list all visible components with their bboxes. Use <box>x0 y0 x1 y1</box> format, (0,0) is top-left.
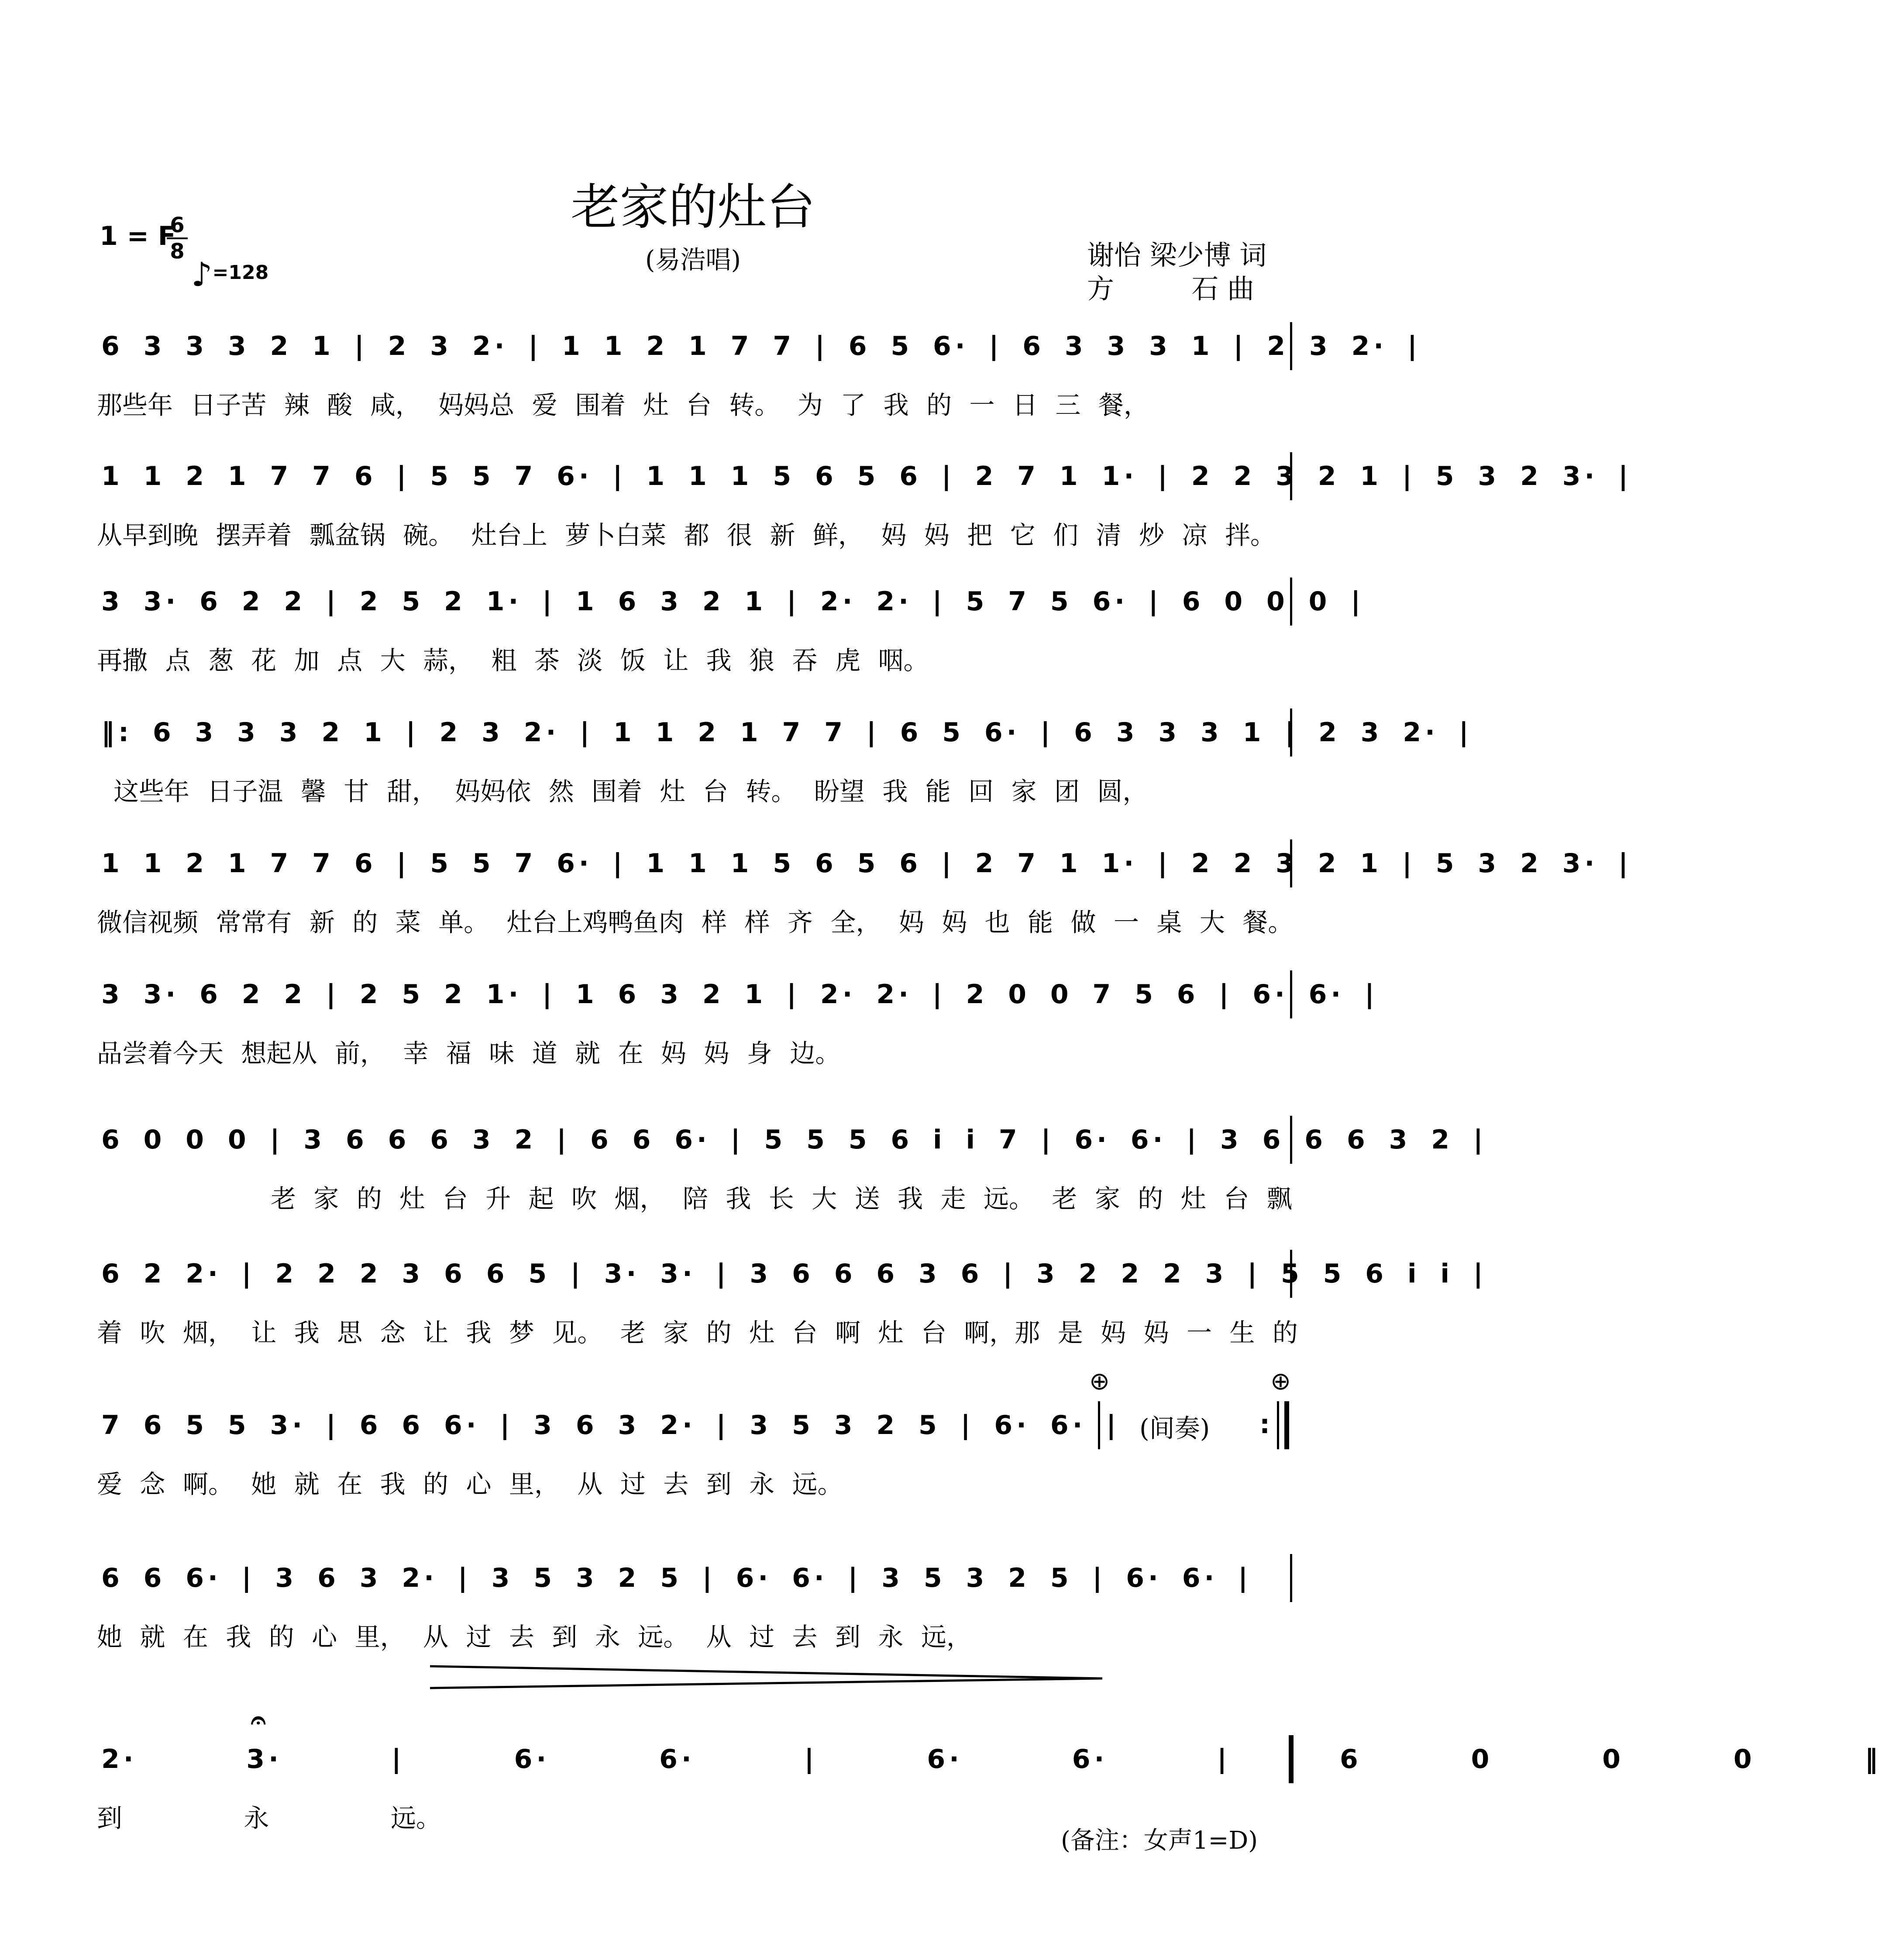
barline <box>1290 1116 1292 1164</box>
notation-line: 6 3 3 3 2 1 | 2 3 2· | 1 1 2 1 7 7 | 6 5 6· | 6 3 3 3 1 | 2 3 2· | <box>101 331 1421 361</box>
lyrics-line: 品尝着今天 想起从 前， 幸 福 味 道 就 在 妈 妈 身 边。 <box>97 1038 841 1068</box>
notation-line: 2· 3· | 6· 6· | 6· 6· | 6 0 0 0 ‖ <box>101 1744 1882 1774</box>
notation-line: 1 1 2 1 7 7 6 | 5 5 7 6· | 1 1 1 5 6 5 6 | 2 7 1 1· | 2 2 3 2 1 | 5 3 2 3· | <box>101 461 1632 492</box>
coda-sign-icon: ⊕ <box>1089 1367 1110 1396</box>
song-title: 老家的灶台 <box>571 179 815 236</box>
lyrics-line: 着 吹 烟， 让 我 思 念 让 我 梦 见。 老 家 的 灶 台 啊 灶 台 啊，那 是 妈 妈 一 生 的 <box>97 1318 1298 1348</box>
time-signature <box>164 214 190 263</box>
score-system-7 <box>0 1116 1487 1242</box>
notation-line: 6 0 0 0 | 3 6 6 6 3 2 | 6 6 6· | 5 5 5 6 i i 7 | 6· 6· | 3 6 6 6 3 2 | <box>101 1124 1487 1155</box>
barline <box>1098 1401 1100 1449</box>
final-barline <box>1284 1401 1289 1449</box>
notation-line: 3 3· 6 2 2 | 2 5 2 1· | 1 6 3 2 1 | 2· 2· | 2 0 0 7 5 6 | 6· 6· | <box>101 979 1378 1010</box>
barline <box>1290 452 1292 500</box>
meter-bottom: 8 <box>170 239 185 264</box>
lyrics-line: 再撒 点 葱 花 加 点 大 蒜， 粗 茶 淡 饭 让 我 狼 吞 虎 咽。 <box>97 646 929 675</box>
coda-sign-icon: ⊕ <box>1270 1367 1291 1396</box>
barline <box>1290 839 1292 887</box>
notation-line: ‖: 6 3 3 3 2 1 | 2 3 2· | 1 1 2 1 7 7 | 6 5 6· | 6 3 3 3 1 | 2 3 2· | <box>101 717 1473 748</box>
score-system-10 <box>0 1554 1386 1681</box>
notation-line: 3 3· 6 2 2 | 2 5 2 1· | 1 6 3 2 1 | 2· 2· | 5 7 5 6· | 6 0 0 0 | <box>101 586 1365 617</box>
repeat-end-icon: : <box>1259 1409 1270 1440</box>
barline <box>1290 1554 1292 1602</box>
lyrics-line: 爱 念 啊。 她 就 在 我 的 心 里， 从 过 去 到 永 远。 <box>97 1469 843 1499</box>
lyricist-credit: 谢怡 梁少博 词 <box>1087 239 1267 271</box>
fermata-icon: 𝄐 <box>251 1705 266 1735</box>
barline <box>1290 578 1292 626</box>
lyrics-line: 微信视频 常常有 新 的 菜 单。 灶台上鸡鸭鱼肉 样 样 齐 全， 妈 妈 也 能 做 一 桌 大 餐。 <box>97 908 1294 937</box>
score-system-1 <box>0 322 1421 449</box>
meter-top: 6 <box>170 213 185 237</box>
notation-line: 6 2 2· | 2 2 2 3 6 6 5 | 3· 3· | 3 6 6 6 3 6 | 3 2 2 2 3 | 5 5 6 i i | <box>101 1259 1487 1289</box>
lyrics-line: 她 就 在 我 的 心 里， 从 过 去 到 永 远。 从 过 去 到 永 远， <box>97 1622 972 1652</box>
lyrics-line: 从早到晚 摆弄着 瓢盆锅 碗。 灶台上 萝卜白菜 都 很 新 鲜， 妈 妈 把 它 们 清 炒 凉 拌。 <box>97 520 1276 550</box>
barline <box>1290 708 1292 756</box>
tempo-marking <box>191 248 269 294</box>
lyrics-line: 这些年 日子温 馨 甘 甜， 妈妈依 然 围着 灶 台 转。 盼望 我 能 回 家 团 圆， <box>114 777 1148 806</box>
singer-credit: (易浩唱) <box>645 245 741 275</box>
final-barline <box>1289 1735 1294 1783</box>
notation-line: 7 6 5 5 3· | 6 6 6· | 3 6 3 2· | 3 5 3 2 5 | 6· 6· | <box>101 1410 1120 1441</box>
barline <box>1290 322 1292 370</box>
barline <box>1290 1250 1292 1298</box>
notation-line: 6 6 6· | 3 6 3 2· | 3 5 3 2 5 | 6· 6· | 3 5 3 2 5 | 6· 6· | <box>101 1563 1252 1593</box>
score-system-8 <box>0 1250 1487 1376</box>
lyrics-line: 老 家 的 灶 台 升 起 吹 烟， 陪 我 长 大 送 我 走 远。 老 家 的 灶 台 飘 <box>271 1184 1292 1214</box>
decrescendo-hairpin-icon <box>430 1665 1102 1692</box>
score-system-6 <box>0 970 1386 1097</box>
lyrics-line: 到 永 远。 <box>97 1803 441 1833</box>
score-system-3 <box>0 578 1386 704</box>
composer-credit: 方 石 曲 <box>1087 273 1255 305</box>
key-signature: 1 = F <box>100 221 176 251</box>
interlude-label: (间奏) <box>1139 1413 1210 1443</box>
score-system-2 <box>0 452 1632 579</box>
score-system-9 <box>0 1367 1386 1528</box>
tempo-value: =128 <box>212 261 269 284</box>
lyrics-line: 那些年 日子苦 辣 酸 咸， 妈妈总 爱 围着 灶 台 转。 为 了 我 的 一 日 三 餐， <box>97 390 1149 420</box>
barline <box>1290 970 1292 1018</box>
notation-line: 1 1 2 1 7 7 6 | 5 5 7 6· | 1 1 1 5 6 5 6 | 2 7 1 1· | 2 2 3 2 1 | 5 3 2 3· | <box>101 848 1632 879</box>
footnote: (备注：女声1=D) <box>1061 1826 1258 1855</box>
score-system-5 <box>0 839 1632 966</box>
barline <box>1277 1401 1279 1449</box>
score-system-4 <box>0 708 1473 835</box>
eighth-note-icon: ♪ <box>191 255 213 294</box>
